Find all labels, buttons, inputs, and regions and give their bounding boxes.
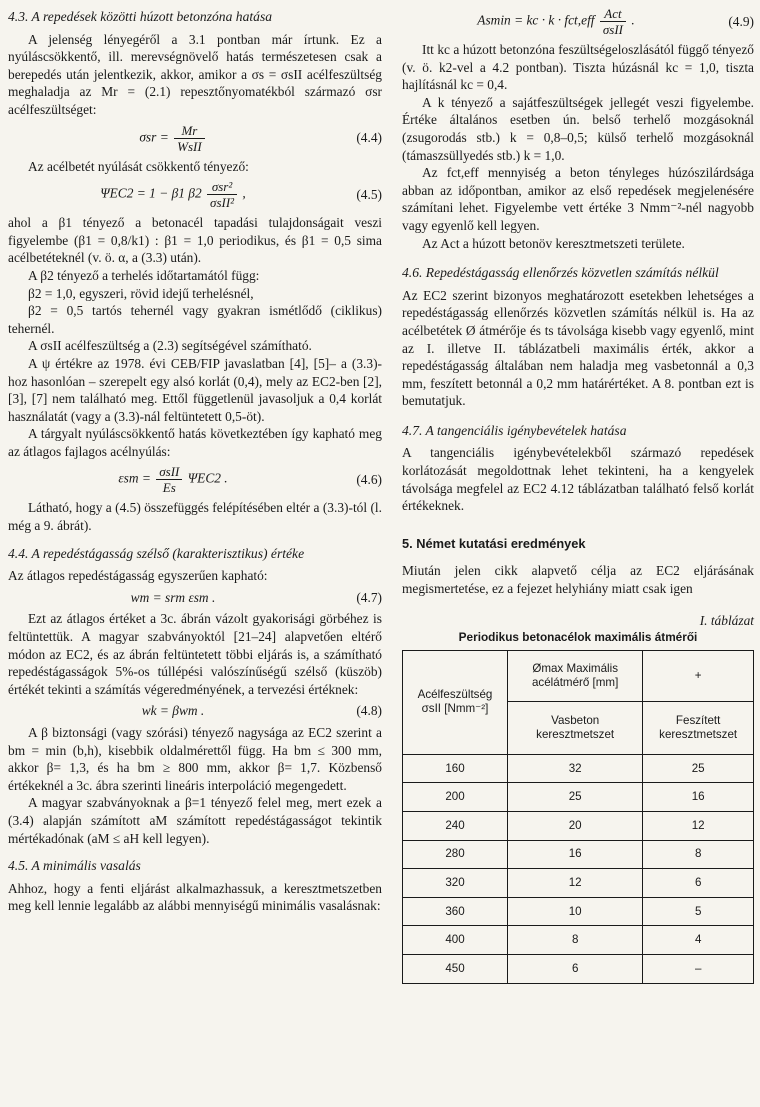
right-column	[402, 6, 754, 984]
paragraph: A σsII acélfeszültség a (2.3) segítségével számítható.	[28, 338, 312, 354]
equation-4-8	[8, 702, 382, 720]
cell-prestressed-diameter: 25	[643, 754, 754, 783]
fraction-numerator: Mr	[174, 123, 205, 139]
fraction-numerator: Act	[600, 6, 626, 22]
table-row	[403, 840, 754, 869]
paragraph: Ahhoz, hogy a fenti eljárást alkalmazhassuk, a keresztmetszetben meg kell lennie legalább az alábbi mennyiségű minimális vasalásnak:	[8, 880, 382, 914]
paragraph: A β2 tényező a terhelés időtartamától függ:	[28, 267, 260, 283]
cell-steel-stress: 360	[403, 897, 508, 926]
paragraph: Az acélbetét nyúlását csökkentő tényező:	[28, 158, 249, 174]
paragraph: A tangenciális igénybevételekből származó repedések korlátozását megoldottnak lehet tekinteni, ha a kengyelek távolsága megfelel az EC2 4.12 táblázatban található felső korlát értékeknek.	[402, 445, 754, 514]
table-row	[403, 783, 754, 812]
equation-number: (4.9)	[728, 13, 754, 29]
fraction-denominator: Es	[162, 480, 176, 496]
cell-reinforced-diameter: 16	[508, 840, 643, 869]
equation-lhs: εsm =	[118, 471, 151, 487]
section-5-title: 5. Német kutatási eredmények	[402, 535, 586, 551]
table-row	[403, 869, 754, 898]
header-plus: +	[643, 650, 754, 701]
cell-steel-stress: 450	[403, 954, 508, 983]
section-4-6-title: 4.6. Repedéstágasság ellenőrzés közvetlen számítás nélkül	[402, 265, 719, 281]
fraction-denominator: WsII	[177, 138, 202, 154]
cell-reinforced-diameter: 8	[508, 926, 643, 955]
table-row	[403, 954, 754, 983]
equation-number: (4.7)	[356, 589, 382, 605]
equation-tail: ,	[242, 185, 246, 201]
equation-4-5	[8, 179, 382, 210]
cell-prestressed-diameter: 16	[643, 783, 754, 812]
equation-4-4	[8, 123, 382, 154]
cell-reinforced-diameter: 6	[508, 954, 643, 983]
paragraph: A magyar szabványoknak a β=1 tényező felel meg, mert ezek a (3.4) alapján számított aM számított repedéstágasságot tekintik mértékadónak (aM ≤ aH kell legyen).	[8, 795, 382, 846]
table-row	[403, 754, 754, 783]
cell-reinforced-diameter: 20	[508, 812, 643, 841]
equation-tail: ΨEC2 .	[187, 471, 228, 487]
paragraph: Miután jelen cikk alapvető célja az EC2 eljárásának megismertetése, ez a fejezet helyhiány miatt csak igen	[402, 563, 754, 597]
equation-number: (4.8)	[356, 703, 382, 719]
paragraph: A ψ értékre az 1978. évi CEB/FIP javaslatban [4], [5]– a (3.3)-hoz hasonlóan – szerepelt egy alsó korlát (0,4), mely az EC2-ben [2], [3], [7] nem található meg. Ettől függetlenül javasoljuk a 0,4 korlát használatát (vagy a (3.3)-nál feltüntetett 0,5-öt).	[8, 355, 382, 424]
equation-number: (4.6)	[356, 472, 382, 488]
paragraph: A β biztonsági (vagy szórási) tényező nagysága az EC2 szerint a bm = min (b,h), kisebbik oldalmérettől függ. Ha bm ≤ 300 mm, akkor β= 1,3, és ha bm ≥ 800 mm, akkor β= 1,7. Közbenső értékeknél a 3c. ábra szerinti lineáris interpoláció megengedett.	[8, 725, 382, 793]
cell-reinforced-diameter: 10	[508, 897, 643, 926]
section-4-7-title: 4.7. A tangenciális igénybevételek hatása	[402, 422, 627, 438]
header-reinforced-section: Vasbeton keresztmetszet	[508, 701, 643, 754]
paragraph: A tárgyalt nyúláscsökkentő hatás következtében így kapható meg az átlagos fajlagos acélnyúlás:	[8, 426, 382, 459]
equation-4-7	[8, 589, 382, 607]
cell-reinforced-diameter: 12	[508, 869, 643, 898]
cell-prestressed-diameter: 5	[643, 897, 754, 926]
paragraph: A jelenség lényegéről a 3.1 pontban már írtunk. Ez a nyúláscsökkentő, ill. merevségnövelő hatás természetesen csak a berepedés után jelentkezik, akkor, amikor a σs = σsII acélfeszültség meghaladja az Mr = (2.1) repesztőnyomatékból származó σsr acélfeszültséget:	[8, 31, 382, 117]
equation-body: wm = srm εsm .	[130, 589, 216, 605]
cell-steel-stress: 200	[403, 783, 508, 812]
paragraph: Az fct,eff mennyiség a beton tényleges húzószilárdsága abban az időpontban, amikor az első repedések megjelenésére számítani lehet. Figyelembe vett értéke 3 Nmm⁻²-nél nagyobb vagy egyenlő kell legyen.	[402, 165, 754, 233]
fraction-numerator: σsr²	[207, 179, 237, 195]
header-steel-stress: Acélfeszültség σsII [Nmm⁻²]	[403, 650, 508, 754]
header-prestressed-section: Feszített keresztmetszet	[643, 701, 754, 754]
table-row	[403, 926, 754, 955]
header-max-diameter: Ømax Maximális acélátmérő [mm]	[508, 650, 643, 701]
cell-prestressed-diameter: 8	[643, 840, 754, 869]
equation-number: (4.4)	[356, 130, 382, 146]
fraction-numerator: σsII	[156, 464, 182, 480]
equation-4-9	[402, 6, 754, 37]
table-row	[403, 812, 754, 841]
equation-4-6	[8, 464, 382, 495]
equation-lhs: ΨEC2 = 1 − β1 β2	[100, 185, 202, 201]
cell-prestressed-diameter: 12	[643, 812, 754, 841]
left-column	[8, 6, 382, 915]
cell-reinforced-diameter: 32	[508, 754, 643, 783]
table-body	[403, 754, 754, 983]
cell-steel-stress: 320	[403, 869, 508, 898]
equation-number: (4.5)	[356, 186, 382, 202]
paragraph: Az átlagos repedéstágasság egyszerűen kapható:	[8, 568, 268, 584]
cell-prestressed-diameter: 4	[643, 926, 754, 955]
paragraph: Az Act a húzott betonöv keresztmetszeti területe.	[422, 235, 685, 251]
paragraph: Az EC2 szerint bizonyos meghatározott esetekben lehetséges a repedéstágasság ellenőrzés közvetlen számítás nélkül is. Ha az acélbetétek Ø átmérője és ts távolsága kisebb vagy egyenlő, mint az I. illetve II. táblázatbeli maximális érték, akkor a repedéstágasság általában nem haladja meg vasbetonnál a 0,3 mm, feszített betonnál a 0,2 mm határértéket. A 8. pontban ezt is bemutatjuk.	[402, 287, 754, 409]
paragraph: Ezt az átlagos értéket a 3c. ábrán vázolt gyakorisági görbéhez is feltüntettük. A magyar szabványoktól [21–24] alapvetően eltérő módon az EC2, és az ábrán feltüntetett többi eljárás is, a számítható repedéstágasságok 5%-os túllépési valószínűségű szélső (küszöb) értékét tekinti a számítás végeredményének, a tervezési értéknek:	[8, 611, 382, 697]
section-4-3-title: 4.3. A repedések közötti húzott betonzóna hatása	[8, 9, 273, 24]
fraction-denominator: σsII	[602, 22, 624, 37]
table-label: I. táblázat	[699, 612, 754, 628]
equation-lhs: σsr =	[139, 129, 169, 145]
cell-steel-stress: 240	[403, 812, 508, 841]
paragraph: Látható, hogy a (4.5) összefüggés felépítésében eltér a (3.3)-tól (l. még a 9. ábrát).	[8, 500, 382, 534]
list-item: β2 = 1,0, egyszeri, rövid idejű terhelésnél,	[28, 285, 254, 301]
table-row	[403, 897, 754, 926]
section-4-5-title: 4.5. A minimális vasalás	[8, 858, 141, 874]
equation-body: wk = βwm .	[141, 703, 205, 719]
cell-steel-stress: 160	[403, 754, 508, 783]
paragraph: A k tényező a sajátfeszültségek jellegét veszi figyelembe. Értéke általános esetben ún. belső terhelő mozgásoknál (zsugorodás stb.) k = 0,8–0,5; külső terhelő mozgásoknál (támaszsüllyedés stb.) k = 1,0.	[402, 94, 754, 163]
section-4-4-title: 4.4. A repedéstágasság szélső (karakterisztikus) értéke	[8, 545, 305, 561]
fraction-denominator: σsII²	[210, 195, 235, 211]
cell-prestressed-diameter: –	[643, 954, 754, 983]
table-title: Periodikus betonacélok maximális átmérői	[458, 630, 698, 645]
cell-steel-stress: 280	[403, 840, 508, 869]
cell-prestressed-diameter: 6	[643, 869, 754, 898]
equation-lhs: Asmin = kc · k · fct,eff	[477, 12, 595, 28]
paragraph: ahol a β1 tényező a betonacél tapadási tulajdonságait veszi figyelembe (β1 = 0,8/k1) : β1 = 1,0 periodikus, és β1 = 0,5 sima acélbetéteknél (v. ö. α, a (3.3) után).	[8, 215, 382, 266]
equation-tail: .	[631, 12, 635, 28]
paragraph: Itt kc a húzott betonzóna feszültségeloszlásától függő tényező (v. ö. k2-vel a 4.2 pontban). Tiszta húzásnál kc = 1,0, tiszta hajlításnál kc = 0,4.	[402, 42, 754, 93]
diameter-table	[402, 650, 754, 984]
cell-steel-stress: 400	[403, 926, 508, 955]
cell-reinforced-diameter: 25	[508, 783, 643, 812]
list-item: β2 = 0,5 tartós tehernél vagy gyakran ismétlődő (ciklikus) tehernél.	[8, 303, 382, 336]
